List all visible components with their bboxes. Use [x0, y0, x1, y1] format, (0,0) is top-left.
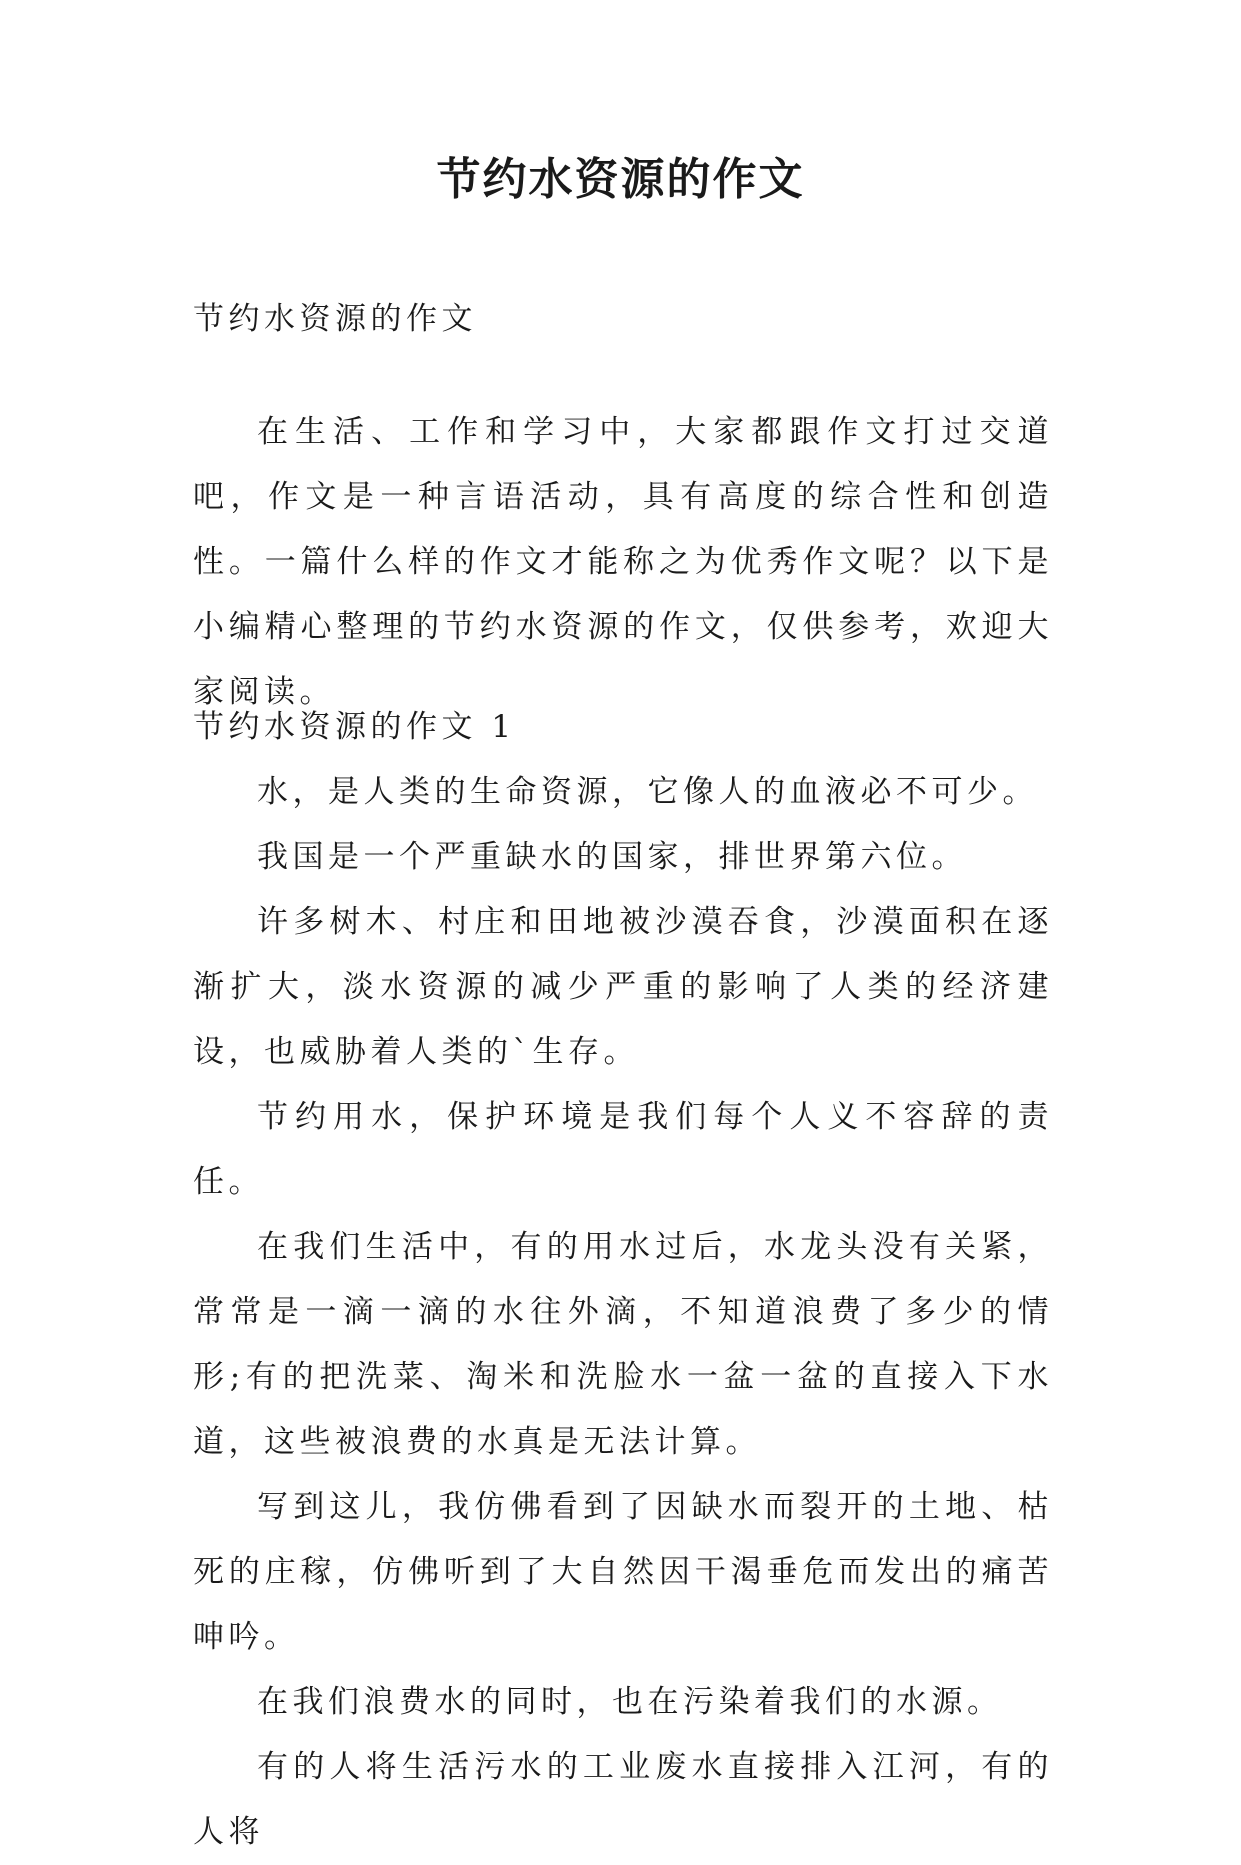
paragraph: 我国是一个严重缺水的国家，排世界第六位。 [257, 839, 967, 875]
paragraph: 水，是人类的生命资源，它像人的血液必不可少。 [257, 774, 1038, 810]
essay-section-1 [193, 695, 1053, 1865]
paragraph: 节约用水，保护环境是我们每个人义不容辞的责任。 [193, 1099, 1053, 1200]
section-heading: 节约水资源的作文 1 [193, 709, 516, 745]
paragraph: 在我们生活中，有的用水过后，水龙头没有关紧，常常是一滴一滴的水往外滴，不知道浪费了多少的情形;有的把洗菜、淘米和洗脸水一盆一盆的直接入下水道，这些被浪费的水真是无法计算。 [193, 1229, 1053, 1460]
paragraph: 有的人将生活污水的工业废水直接排入江河，有的人将 [193, 1749, 1053, 1850]
paragraph: 写到这儿，我仿佛看到了因缺水而裂开的土地、枯死的庄稼，仿佛听到了大自然因干渴垂危而发出的痛苦呻吟。 [193, 1489, 1053, 1655]
document-subtitle: 节约水资源的作文 [193, 301, 477, 337]
intro-paragraph: 在生活、工作和学习中，大家都跟作文打过交道吧，作文是一种言语活动，具有高度的综合性和创造性。一篇什么样的作文才能称之为优秀作文呢？以下是小编精心整理的节约水资源的作文，仅供参考，欢迎大家阅读。 [193, 414, 1053, 710]
paragraph: 在我们浪费水的同时，也在污染着我们的水源。 [257, 1684, 1003, 1720]
paragraph: 许多树木、村庄和田地被沙漠吞食，沙漠面积在逐渐扩大，淡水资源的减少严重的影响了人类的经济建设，也威胁着人类的`生存。 [193, 904, 1053, 1070]
document-title: 节约水资源的作文 [436, 154, 805, 205]
intro-block [193, 400, 1053, 725]
subtitle-block [193, 287, 1053, 352]
